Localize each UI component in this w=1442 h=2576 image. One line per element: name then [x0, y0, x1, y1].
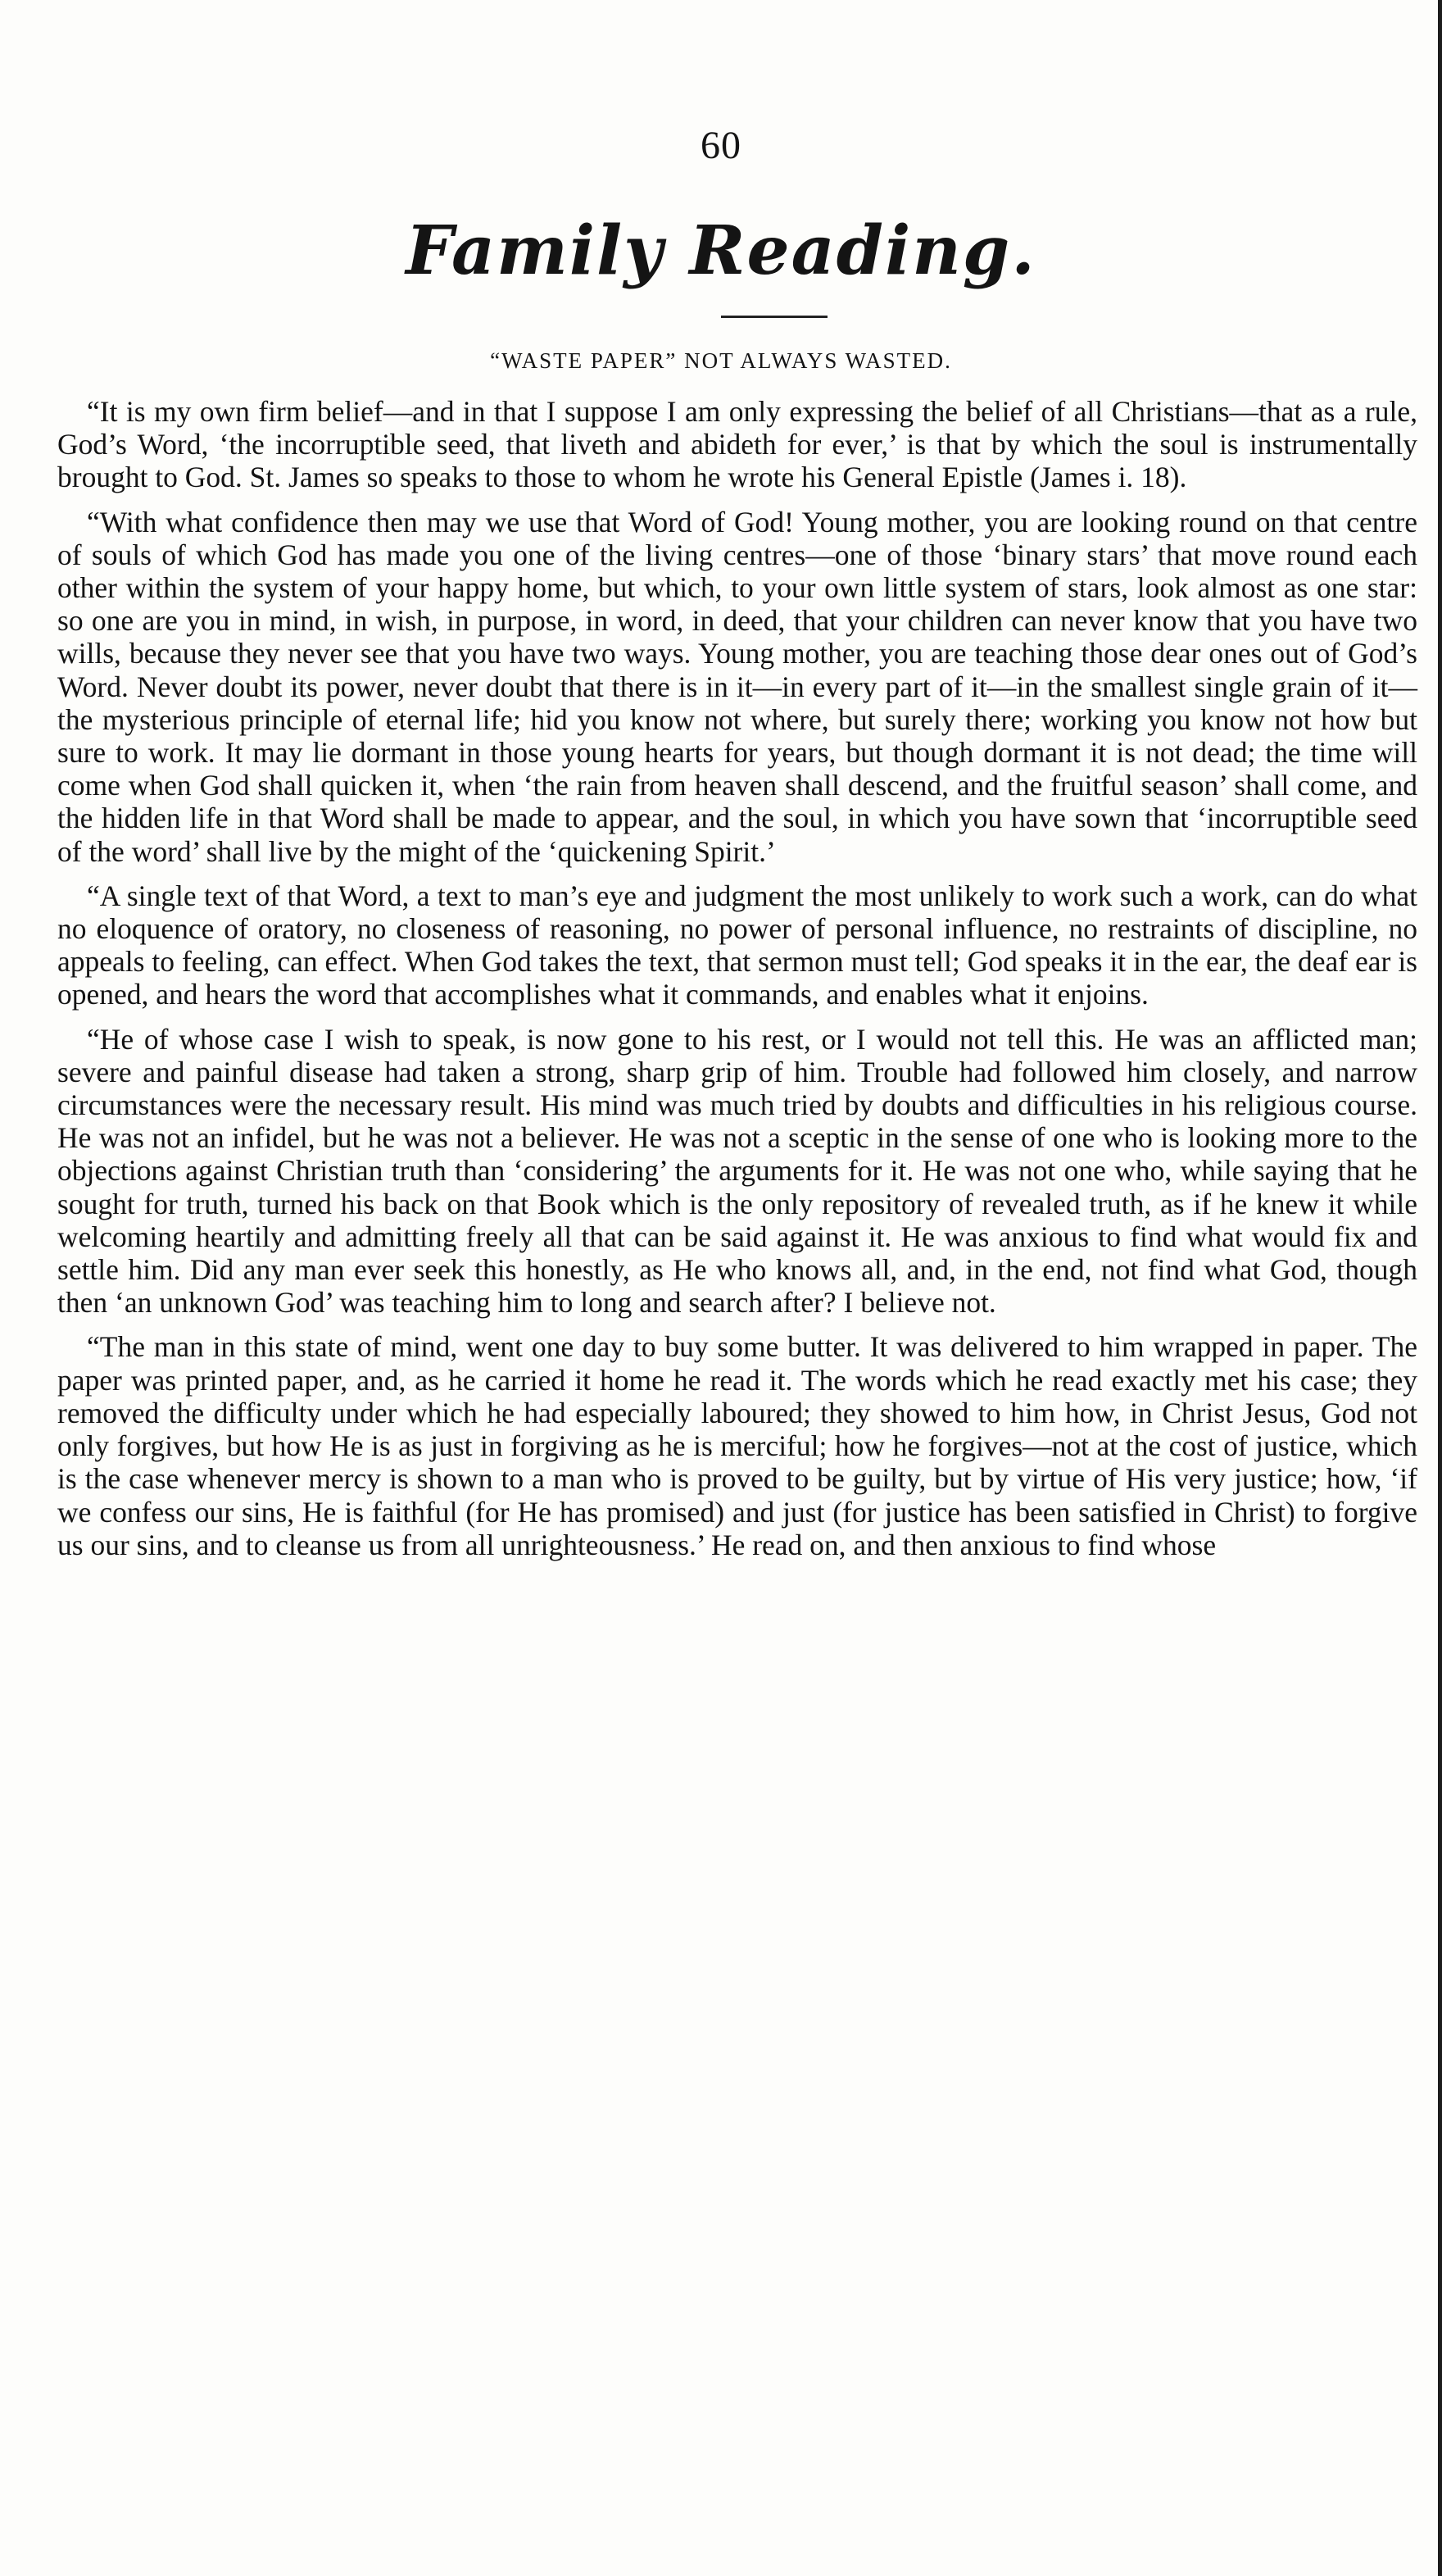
- paragraph: “He of whose case I wish to speak, is now gone to his rest, or I would not tell this. He was an afflicted man; severe and painful disease had taken a strong, sharp grip of him. Trouble had followed him closely, and narrow circumstances were the necessary result. His mind was much tried by doubts and difficulties in his religious course. He was not an infidel, but he was not a believer. He was not a sceptic in the sense of one who is looking more to the objections against Christian truth than ‘considering’ the arguments for it. He was not one who, while saying that he sought for truth, turned his back on that Book which is the only repository of revealed truth, as if he knew it while welcoming heartily and admitting freely all that can be said against it. He was anxious to find what would fix and settle him. Did any man ever seek this honestly, as He who knows all, and, in the end, not find what God, though then ‘an unknown God’ was teaching him to long and search after? I believe not.: [57, 1022, 1417, 1320]
- page-number: 60: [701, 124, 741, 167]
- paragraph: “The man in this state of mind, went one day to buy some butter. It was delivered to him wrapped in paper. The paper was printed paper, and, as he carried it home he read it. The words which he read exactly met his case; they removed the difficulty under which he had especially laboured; they showed to him how, in Christ Jesus, God not only forgives, but how He is as just in forgiving as he is merciful; how he forgives—not at the cost of justice, which is the case whenever mercy is shown to a man who is proved to be guilty, but by virtue of His very justice; how, ‘if we confess our sins, He is faithful (for He has promised) and just (for justice has been satisfied in Christ) to forgive us our sins, and to cleanse us from all unrighteousness.’ He read on, and then anxious to find whose: [57, 1330, 1417, 1561]
- page-header: Family Reading.: [406, 211, 1036, 290]
- article-body: [57, 395, 1417, 1573]
- article-title: “WASTE PAPER” NOT ALWAYS WASTED.: [490, 348, 952, 373]
- paragraph: “A single text of that Word, a text to man’s eye and judgment the most unlikely to work such a work, can do what no eloquence of oratory, no closeness of reasoning, no power of personal influence, no restraints of discipline, no appeals to feeling, can effect. When God takes the text, that sermon must tell; God speaks it in the ear, the deaf ear is opened, and hears the word that accomplishes what it commands, and enables what it enjoins.: [57, 879, 1417, 1011]
- paragraph: “It is my own firm belief—and in that I suppose I am only expressing the belief of all Christians—that as a rule, God’s Word, ‘the incorruptible seed, that liveth and abideth for ever,’ is that by which the soul is instrumentally brought to God. St. James so speaks to those to whom he wrote his General Epistle (James i. 18).: [57, 395, 1417, 494]
- header-rule: [721, 316, 828, 318]
- page-edge-shadow: [1438, 0, 1442, 2576]
- paragraph: “With what confidence then may we use that Word of God! Young mother, you are looking round on that centre of souls of which God has made you one of the living centres—one of those ‘binary stars’ that move round each other within the system of your happy home, but which, to your own little system of stars, look almost as one star: so one are you in mind, in wish, in purpose, in word, in deed, that your children can never know that you have two wills, because they never see that you have two ways. Young mother, you are teaching those dear ones out of God’s Word. Never doubt its power, never doubt that there is in it—in every part of it—in the smallest single grain of it—the mysterious principle of eternal life; hid you know not where, but surely there; working you know not how but sure to work. It may lie dormant in those young hearts for years, but though dormant it is not dead; the time will come when God shall quicken it, when ‘the rain from heaven shall descend, and the fruitful season’ shall come, and the hidden life in that Word shall be made to appear, and the soul, in which you have sown that ‘incorruptible seed of the word’ shall live by the might of the ‘quickening Spirit.’: [57, 505, 1417, 868]
